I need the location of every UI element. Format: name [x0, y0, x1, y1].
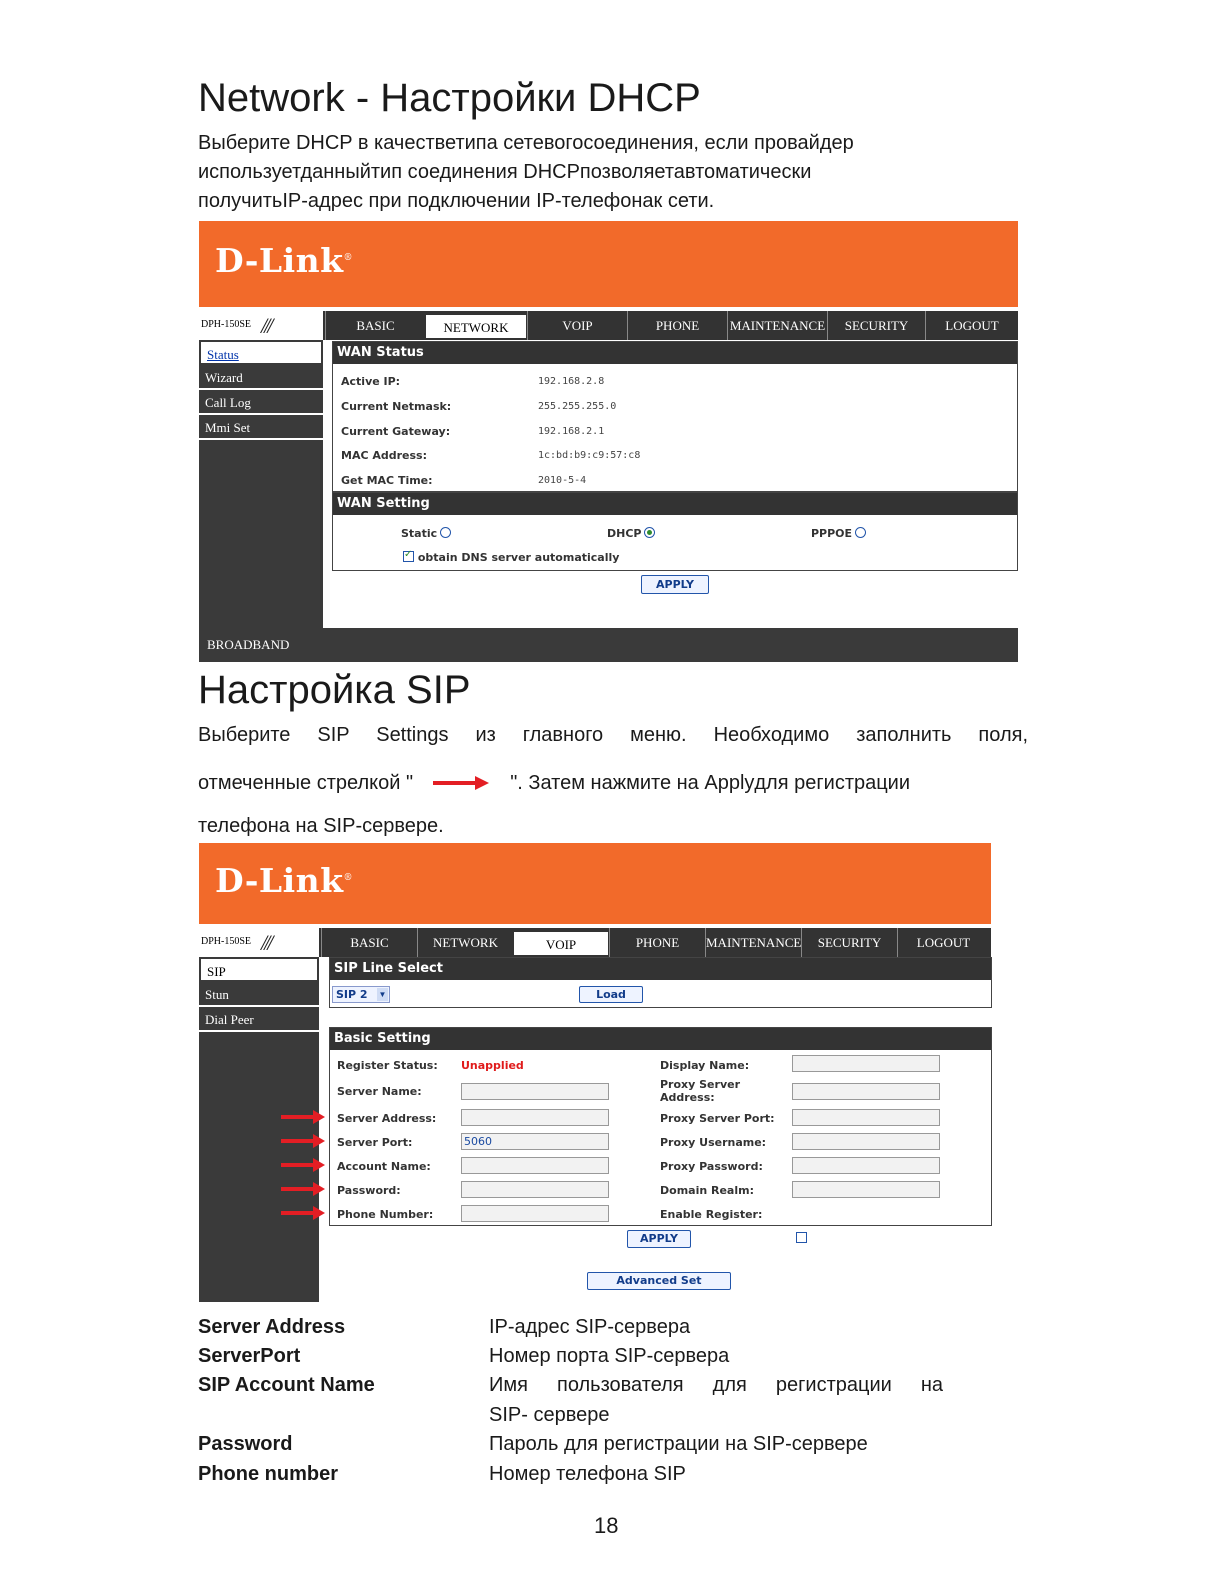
sidebar-item-call-log[interactable]: Call Log: [199, 390, 323, 415]
sidebar-item-dial-peer[interactable]: Dial Peer: [199, 1007, 319, 1032]
top-nav: [199, 928, 991, 957]
mac-time-label: Get MAC Time:: [341, 474, 433, 487]
wan-setting-panel: [332, 492, 1018, 571]
active-ip-value: 192.168.2.8: [538, 376, 605, 387]
sip-line-dropdown[interactable]: [332, 986, 390, 1003]
tab-logout[interactable]: LOGOUT: [925, 311, 1018, 340]
server-name-input[interactable]: [461, 1083, 609, 1100]
sip-settings-screenshot: [199, 843, 991, 1302]
tab-network[interactable]: NETWORK: [417, 928, 513, 957]
sip-line-select-title: SIP Line Select: [330, 958, 991, 980]
account-name-input[interactable]: [461, 1157, 609, 1174]
phone-number-input[interactable]: [461, 1205, 609, 1222]
sip-intro-line-2-end: ". Затем нажмите на Applyдля регистрации: [510, 772, 911, 794]
broadband-footer: BROADBAND: [199, 628, 1018, 662]
red-arrow-icon: [281, 1206, 325, 1220]
wan-status-panel: [332, 341, 1018, 492]
tab-security[interactable]: SECURITY: [827, 311, 925, 340]
advanced-set-button[interactable]: Advanced Set: [587, 1272, 731, 1290]
sidebar-item-sip[interactable]: SIP: [199, 957, 319, 982]
netmask-label: Current Netmask:: [341, 400, 452, 413]
section-title-dhcp: Network - Настройки DHCP: [198, 76, 701, 120]
sip-intro-line-1: Выберите SIP Settings из главного меню. Необходимо заполнить поля,: [198, 724, 1028, 746]
domain-realm-label: Domain Realm:: [660, 1184, 754, 1197]
pppoe-radio-icon[interactable]: [855, 527, 866, 538]
dlink-logo: D-Link®: [215, 241, 354, 280]
password-input[interactable]: [461, 1181, 609, 1198]
ui-header: [199, 843, 991, 924]
ui-header: [199, 221, 1018, 307]
red-arrow-icon: [433, 775, 491, 791]
model-badge: [199, 928, 321, 957]
tab-network[interactable]: NETWORK: [425, 314, 527, 339]
tab-voip[interactable]: VOIP: [513, 931, 609, 956]
term-sip-account-name: SIP Account Name: [198, 1374, 375, 1396]
proxy-server-port-label: Proxy Server Port:: [660, 1112, 775, 1125]
account-name-label: Account Name:: [337, 1160, 431, 1173]
dns-auto-checkbox[interactable]: [403, 551, 414, 562]
apply-button[interactable]: APPLY: [627, 1230, 691, 1248]
tab-maintenance[interactable]: MAINTENANCE: [727, 311, 827, 340]
dns-auto-label: obtain DNS server automatically: [417, 551, 620, 564]
proxy-username-label: Proxy Username:: [660, 1136, 767, 1149]
tab-phone[interactable]: PHONE: [627, 311, 727, 340]
password-label: Password:: [337, 1184, 401, 1197]
sip-intro-line-3: телефона на SIP-сервере.: [198, 815, 444, 837]
sidebar-item-wizard[interactable]: Wizard: [199, 365, 323, 390]
dhcp-option[interactable]: [607, 527, 655, 540]
active-ip-label: Active IP:: [341, 375, 401, 388]
sidebar-item-mmi-set[interactable]: Mmi Set: [199, 415, 323, 440]
dns-auto-option[interactable]: [403, 551, 619, 564]
page-number: 18: [594, 1513, 619, 1538]
server-port-input[interactable]: 5060: [461, 1133, 609, 1150]
mac-value: 1c:bd:b9:c9:57:c8: [538, 450, 641, 461]
term-phone-number: Phone number: [198, 1463, 339, 1485]
mac-time-value: 2010-5-4: [538, 475, 587, 486]
nav-tabs: [325, 311, 1018, 340]
dlink-logo: D-Link®: [215, 861, 354, 900]
desc-sip-account-name-cont: SIP- сервере: [489, 1404, 610, 1426]
static-radio-icon[interactable]: [440, 527, 451, 538]
tab-phone[interactable]: PHONE: [609, 928, 705, 957]
tab-logout[interactable]: LOGOUT: [897, 928, 989, 957]
tab-voip[interactable]: VOIP: [527, 311, 627, 340]
model-slash-icon: ///: [261, 930, 271, 955]
model-badge: [199, 311, 325, 340]
proxy-password-label: Proxy Password:: [660, 1160, 763, 1173]
sidebar-item-stun[interactable]: Stun: [199, 982, 319, 1007]
proxy-server-address-input[interactable]: [792, 1083, 940, 1100]
desc-server-port: Номер порта SIP-сервера: [489, 1345, 730, 1367]
network-settings-screenshot: [199, 221, 1018, 662]
red-arrow-icon: [281, 1134, 325, 1148]
register-status-label: Register Status:: [337, 1059, 438, 1072]
nav-tabs: [321, 928, 989, 957]
pppoe-label: PPPOE: [811, 527, 853, 540]
phone-number-label: Phone Number:: [337, 1208, 434, 1221]
wan-status-title: WAN Status: [333, 342, 1017, 364]
dhcp-radio-icon[interactable]: [644, 527, 655, 538]
dhcp-label: DHCP: [607, 527, 642, 540]
static-option[interactable]: [401, 527, 451, 540]
static-label: Static: [401, 527, 438, 540]
proxy-server-address-label: Proxy Server Address:: [660, 1078, 741, 1104]
tab-basic[interactable]: BASIC: [325, 311, 425, 340]
server-address-input[interactable]: [461, 1109, 609, 1126]
sip-line-value: SIP 2: [336, 988, 368, 1001]
red-arrow-icon: [281, 1182, 325, 1196]
apply-button[interactable]: APPLY: [641, 575, 709, 594]
term-server-port: ServerPort: [198, 1345, 301, 1367]
proxy-username-input[interactable]: [792, 1133, 940, 1150]
chevron-down-icon[interactable]: ▼: [378, 990, 387, 999]
proxy-server-port-input[interactable]: [792, 1109, 940, 1126]
desc-phone-number: Номер телефона SIP: [489, 1463, 686, 1485]
gateway-label: Current Gateway:: [341, 425, 451, 438]
tab-security[interactable]: SECURITY: [801, 928, 897, 957]
top-nav: [199, 311, 1018, 340]
model-slash-icon: ///: [261, 313, 271, 338]
dhcp-intro-line-3: получитьIP-адрес при подключении IP-телефонак сети.: [198, 190, 715, 212]
tab-maintenance[interactable]: MAINTENANCE: [705, 928, 801, 957]
domain-realm-input[interactable]: [792, 1181, 940, 1198]
model-label: DPH-150SE: [201, 936, 252, 947]
dhcp-intro-line-1: Выберите DHCP в качестветипа сетевогосоединения, если провайдер: [198, 132, 854, 154]
load-button[interactable]: Load: [579, 986, 643, 1003]
register-status-value: Unapplied: [461, 1059, 524, 1072]
server-address-label: Server Address:: [337, 1112, 437, 1125]
term-password: Password: [198, 1433, 293, 1455]
display-name-label: Display Name:: [660, 1059, 750, 1072]
red-arrow-icon: [281, 1110, 325, 1124]
netmask-value: 255.255.255.0: [538, 401, 617, 412]
desc-password: Пароль для регистрации на SIP-сервере: [489, 1433, 868, 1455]
red-arrow-icon: [281, 1158, 325, 1172]
mac-label: MAC Address:: [341, 449, 428, 462]
display-name-input[interactable]: [792, 1055, 940, 1072]
wan-setting-title: WAN Setting: [333, 493, 1017, 515]
sip-intro-line-2: [198, 769, 1028, 797]
sip-line-select-panel: [329, 957, 992, 1008]
sidebar-item-status[interactable]: Status: [199, 340, 323, 365]
dhcp-intro-line-2: используетданныйтип соединения DHCPпозволяетавтоматически: [198, 161, 812, 183]
basic-setting-title: Basic Setting: [330, 1028, 991, 1050]
proxy-password-input[interactable]: [792, 1157, 940, 1174]
model-label: DPH-150SE: [201, 319, 252, 330]
desc-sip-account-name: Имя пользователя для регистрации на: [489, 1374, 943, 1396]
tab-basic[interactable]: BASIC: [321, 928, 417, 957]
desc-server-address: IP-адрес SIP-сервера: [489, 1316, 691, 1338]
required-field-arrows: [281, 1110, 327, 1226]
server-port-label: Server Port:: [337, 1136, 413, 1149]
sip-intro-line-2-start: отмеченные стрелкой ": [198, 772, 414, 794]
pppoe-option[interactable]: [811, 527, 866, 540]
section-title-sip: Настройка SIP: [198, 668, 471, 712]
term-server-address: Server Address: [198, 1316, 346, 1338]
basic-setting-panel: [329, 1027, 992, 1226]
server-name-label: Server Name:: [337, 1085, 422, 1098]
enable-register-label: Enable Register:: [660, 1208, 763, 1221]
sidebar: [199, 340, 323, 630]
gateway-value: 192.168.2.1: [538, 426, 605, 437]
enable-register-checkbox[interactable]: [796, 1232, 807, 1243]
